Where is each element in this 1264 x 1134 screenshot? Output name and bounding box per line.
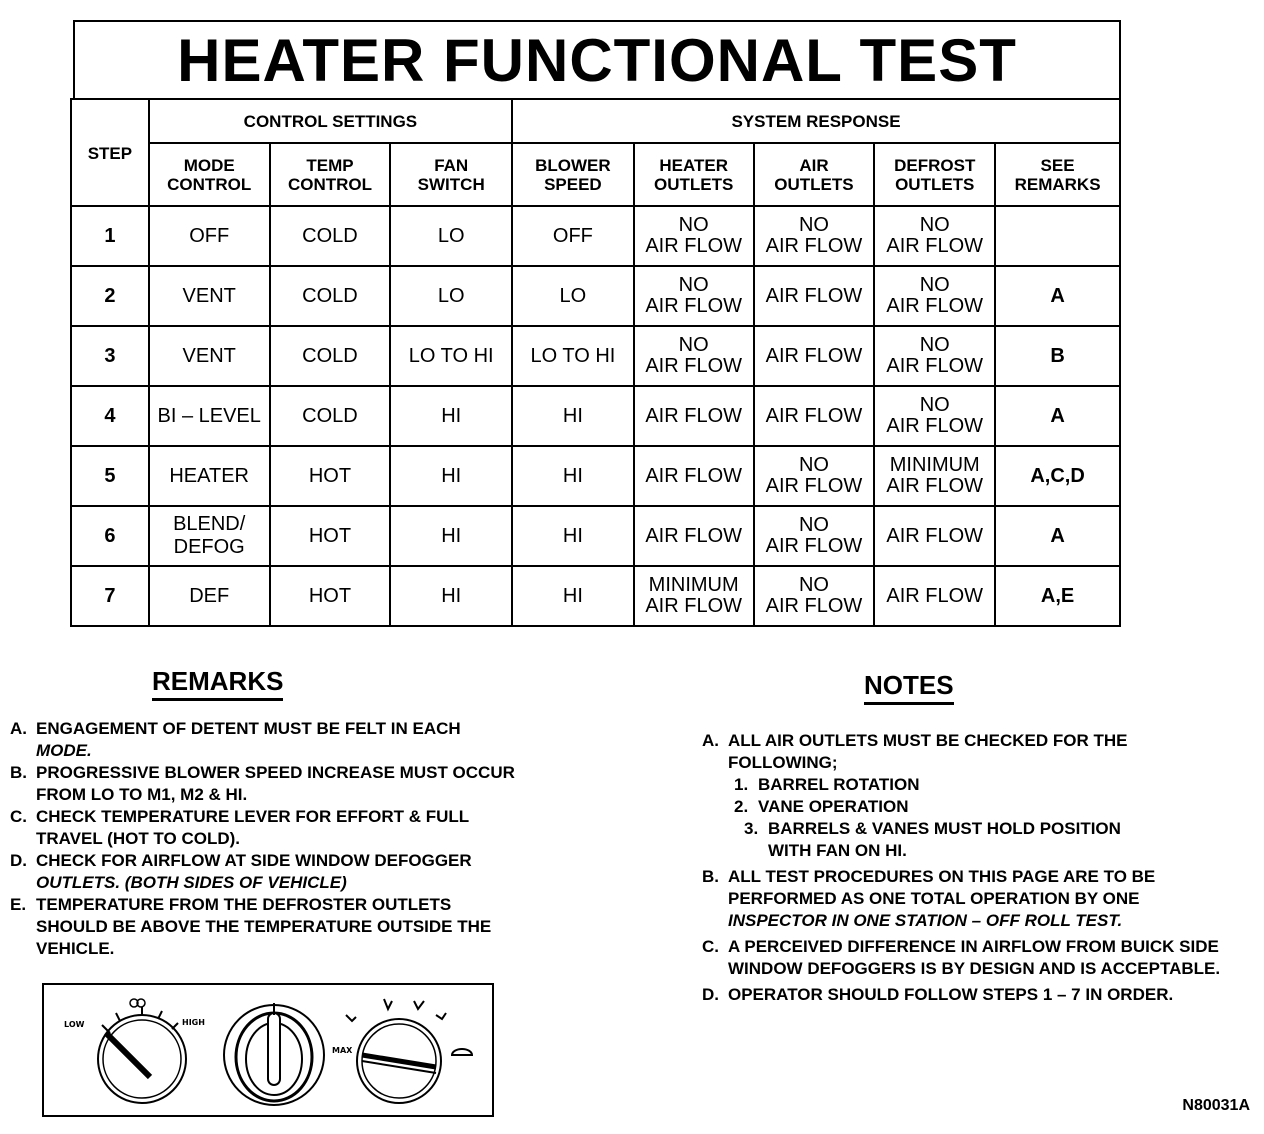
table-row [71, 446, 1120, 506]
air-cell: NO AIR FLOW [754, 566, 875, 626]
step-cell: 6 [71, 506, 149, 566]
air-cell: NO AIR FLOW [754, 206, 875, 266]
temp-cell: HOT [270, 566, 391, 626]
fan-cell: LO [390, 206, 512, 266]
fan-cell: HI [390, 566, 512, 626]
title-box [73, 20, 1121, 98]
defrost-cell: MINIMUM AIR FLOW [874, 446, 995, 506]
heater-cell: MINIMUM AIR FLOW [634, 566, 754, 626]
notes-list [702, 730, 1242, 1006]
mode-cell: BI – LEVEL [149, 386, 270, 446]
table-row [71, 266, 1120, 326]
table-row [71, 566, 1120, 626]
blower-cell: LO TO HI [512, 326, 634, 386]
page-title: HEATER FUNCTIONAL TEST [177, 26, 1017, 94]
mode-cell: DEF [149, 566, 270, 626]
temp-cell: COLD [270, 266, 391, 326]
mode-cell: OFF [149, 206, 270, 266]
remarks-cell: A [995, 266, 1120, 326]
blower-cell: HI [512, 566, 634, 626]
step-cell: 5 [71, 446, 149, 506]
step-cell: 1 [71, 206, 149, 266]
remarks-list [10, 718, 580, 960]
remarks-cell: A,E [995, 566, 1120, 626]
notes-heading: NOTES [864, 670, 954, 705]
fan-cell: HI [390, 506, 512, 566]
list-item: D. CHECK FOR AIRFLOW AT SIDE WINDOW DEFOGGER OUTLETS. (BOTH SIDES OF VEHICLE) [10, 851, 472, 892]
svg-text:HIGH: HIGH [182, 1018, 205, 1027]
list-item: A. ENGAGEMENT OF DETENT MUST BE FELT IN EACH MODE. [10, 719, 461, 760]
fan-cell: LO TO HI [390, 326, 512, 386]
table-row [71, 506, 1120, 566]
list-item: A. ALL AIR OUTLETS MUST BE CHECKED FOR THE FOLLOWING; 1. BARREL ROTATION 2. VANE OPERATION 3. BARRELS & VANES MUST HOLD POSITION WITH FAN ON HI. [702, 731, 1128, 860]
heater-cell: NO AIR FLOW [634, 206, 754, 266]
column-header-blower: BLOWER SPEED [512, 143, 634, 206]
svg-text:LOW: LOW [64, 1020, 85, 1029]
temp-cell: COLD [270, 326, 391, 386]
temp-cell: COLD [270, 386, 391, 446]
test-table [70, 98, 1121, 627]
list-item: B. PROGRESSIVE BLOWER SPEED INCREASE MUST OCCUR FROM LO TO M1, M2 & HI. [10, 763, 515, 804]
blower-cell: HI [512, 386, 634, 446]
table-row [71, 206, 1120, 266]
fan-cell: HI [390, 386, 512, 446]
figure-id: N80031A [1182, 1097, 1250, 1114]
temp-cell: COLD [270, 206, 391, 266]
remarks-heading: REMARKS [152, 666, 283, 701]
defrost-cell: AIR FLOW [874, 566, 995, 626]
step-header: STEP [71, 99, 149, 206]
temp-cell: HOT [270, 446, 391, 506]
heater-cell: NO AIR FLOW [634, 266, 754, 326]
blower-cell: OFF [512, 206, 634, 266]
remarks-cell: A,C,D [995, 446, 1120, 506]
fan-cell: LO [390, 266, 512, 326]
remarks-cell: B [995, 326, 1120, 386]
table-body [71, 206, 1120, 626]
heater-cell: AIR FLOW [634, 386, 754, 446]
air-cell: AIR FLOW [754, 266, 875, 326]
mode-knob-icon [332, 999, 472, 1103]
defrost-cell: NO AIR FLOW [874, 206, 995, 266]
fan-cell: HI [390, 446, 512, 506]
table-row [71, 326, 1120, 386]
mode-cell: BLEND/ DEFOG [149, 506, 270, 566]
list-item: B. ALL TEST PROCEDURES ON THIS PAGE ARE TO BE PERFORMED AS ONE TOTAL OPERATION BY ONE INSPECTOR IN ONE STATION – OFF ROLL TEST. [702, 867, 1156, 930]
remarks-cell: A [995, 386, 1120, 446]
heater-cell: AIR FLOW [634, 446, 754, 506]
temp-cell: HOT [270, 506, 391, 566]
step-cell: 3 [71, 326, 149, 386]
mode-cell: HEATER [149, 446, 270, 506]
air-cell: NO AIR FLOW [754, 506, 875, 566]
step-cell: 2 [71, 266, 149, 326]
control-settings-header: CONTROL SETTINGS [149, 99, 512, 143]
column-header-heater: HEATER OUTLETS [634, 143, 754, 206]
step-cell: 7 [71, 566, 149, 626]
air-cell: NO AIR FLOW [754, 446, 875, 506]
list-item: C. CHECK TEMPERATURE LEVER FOR EFFORT & FULL TRAVEL (HOT TO COLD). [10, 807, 469, 848]
remarks-cell: A [995, 506, 1120, 566]
defrost-cell: NO AIR FLOW [874, 326, 995, 386]
control-panel-drawing [44, 985, 492, 1115]
defrost-cell: NO AIR FLOW [874, 266, 995, 326]
defrost-cell: NO AIR FLOW [874, 386, 995, 446]
control-panel-illustration [42, 983, 494, 1117]
column-header-remarks: SEE REMARKS [995, 143, 1120, 206]
list-item: C. A PERCEIVED DIFFERENCE IN AIRFLOW FROM BUICK SIDE WINDOW DEFOGGERS IS BY DESIGN AND IS ACCEPTABLE. [702, 937, 1221, 978]
list-item: D. OPERATOR SHOULD FOLLOW STEPS 1 – 7 IN ORDER. [702, 985, 1174, 1004]
column-header-air: AIR OUTLETS [754, 143, 875, 206]
air-cell: AIR FLOW [754, 386, 875, 446]
table-row [71, 386, 1120, 446]
heater-cell: AIR FLOW [634, 506, 754, 566]
system-response-header: SYSTEM RESPONSE [512, 99, 1120, 143]
temperature-knob-icon [224, 1003, 324, 1105]
column-header-mode: MODE CONTROL [149, 143, 270, 206]
defrost-cell: AIR FLOW [874, 506, 995, 566]
column-header-fan: FAN SWITCH [390, 143, 512, 206]
column-header-temp: TEMP CONTROL [270, 143, 391, 206]
blower-cell: LO [512, 266, 634, 326]
blower-cell: HI [512, 446, 634, 506]
remarks-cell [995, 206, 1120, 266]
blower-cell: HI [512, 506, 634, 566]
heater-cell: NO AIR FLOW [634, 326, 754, 386]
mode-cell: VENT [149, 326, 270, 386]
air-cell: AIR FLOW [754, 326, 875, 386]
step-cell: 4 [71, 386, 149, 446]
mode-cell: VENT [149, 266, 270, 326]
fan-knob-icon [64, 999, 205, 1103]
column-header-defrost: DEFROST OUTLETS [874, 143, 995, 206]
svg-text:MAX: MAX [332, 1046, 353, 1055]
list-item: E. TEMPERATURE FROM THE DEFROSTER OUTLETS SHOULD BE ABOVE THE TEMPERATURE OUTSIDE THE VEHICLE. [10, 895, 492, 958]
